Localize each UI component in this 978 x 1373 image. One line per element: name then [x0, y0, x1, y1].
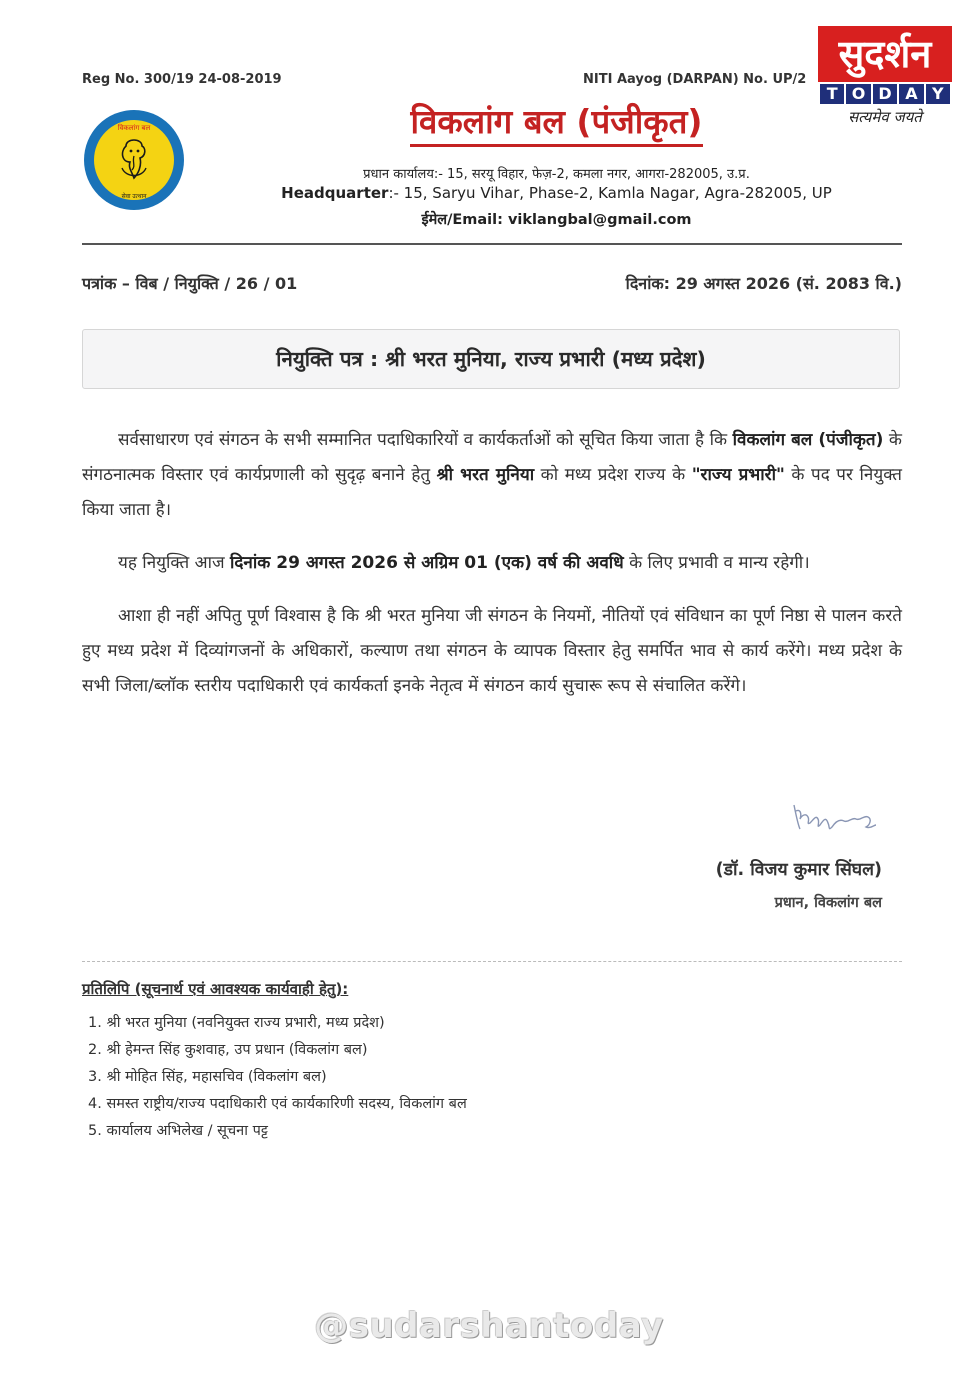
cc-list-item: 3. श्री मोहित सिंह, महासचिव (विकलांग बल): [88, 1069, 327, 1085]
brand-today-letter: T: [820, 84, 844, 104]
text: के पद पर नियुक्त किया जाता है।: [82, 465, 902, 520]
bold-org-name: विकलांग बल (पंजीकृत): [732, 430, 884, 450]
cc-divider: [82, 961, 902, 962]
brand-today-letter: D: [873, 84, 897, 104]
cc-list-item: 4. समस्त राष्ट्रीय/राज्य पदाधिकारी एवं कार्यकारिणी सदस्य, विकलांग बल: [88, 1096, 467, 1112]
logo-text-top: विकलांग बल: [117, 124, 151, 132]
cc-list-item: 5. कार्यालय अभिलेख / सूचना पट्ट: [88, 1123, 268, 1139]
body-paragraph-2: [82, 546, 902, 581]
cc-list-item: 2. श्री हेमन्त सिंह कुशवाह, उप प्रधान (विकलांग बल): [88, 1042, 368, 1058]
cc-heading: प्रतिलिपि (सूचनार्थ एवं आवश्यक कार्यवाही हेतु):: [82, 980, 349, 998]
signatory-name: (डॉ. विजय कुमार सिंघल): [715, 860, 882, 880]
email-line: ईमेल/Email: viklangbal@gmail.com: [421, 212, 692, 228]
registration-number: Reg No. 300/19 24-08-2019: [82, 72, 282, 87]
address-value: :- 15, Saryu Vihar, Phase-2, Kamla Nagar, Agra-282005, UP: [388, 184, 832, 202]
brand-name: सुदर्शन: [818, 26, 952, 82]
address-label: Headquarter: [281, 184, 389, 202]
brand-today-letter: Y: [926, 84, 950, 104]
body-paragraph-1: [82, 423, 902, 528]
bold-post-name: "राज्य प्रभारी": [691, 465, 785, 485]
body-paragraph-3: आशा ही नहीं अपितु पूर्ण विश्वास है कि श्री भरत मुनिया जी संगठन के नियमों, नीतियों एवं संविधान का पूर्ण निष्ठा से पालन करते हुए मध्य प्रदेश में दिव्यांगजनों के अधिकारों, कल्याण तथा संगठन के व्यापक विस्तार हेतु समर्पित भाव से कार्य करेंगे। मध्य प्रदेश के सभी जिला/ब्लॉक स्तरीय पदाधिकारी एवं कार्यकर्ता इनके नेतृत्व में संगठन कार्य सुचारू रूप से संचालित करेंगे।: [82, 606, 902, 696]
subject-box: [82, 329, 900, 389]
letter-date: दिनांक: 29 अगस्त 2026 (सं. 2083 वि.): [625, 274, 902, 293]
subject-title: नियुक्ति पत्र : श्री भरत मुनिया, राज्य प्रभारी (मध्य प्रदेश): [276, 347, 706, 371]
organization-title-wrap: [0, 100, 978, 147]
logo-text-bottom: सेवा उत्थान: [121, 193, 147, 200]
address-english: [0, 184, 978, 202]
brand-today-letter: A: [899, 84, 923, 104]
address-hindi: प्रधान कार्यालय:- 15, सरयू विहार, फेज़-2, कमला नगर, आगरा-282005, उ.प्र.: [363, 167, 750, 182]
watermark: @sudarshantoday: [314, 1306, 664, 1346]
text: को मध्य प्रदेश राज्य के: [534, 465, 692, 485]
text: के लिए प्रभावी व मान्य रहेगी।: [623, 553, 810, 573]
signature-scribble: [790, 795, 880, 840]
bold-tenure: दिनांक 29 अगस्त 2026 से अग्रिम 01 (एक) वर्ष की अवधि: [230, 553, 624, 573]
cc-list: [88, 1010, 467, 1145]
niti-aayog-number: NITI Aayog (DARPAN) No. UP/2: [583, 72, 807, 87]
text: के संगठनात्मक विस्तार एवं कार्यप्रणाली को सुदृढ़ बनाने हेतु: [82, 430, 902, 485]
brand-tagline: सत्यमेव जयते: [848, 108, 922, 126]
organization-title: विकलांग बल (पंजीकृत): [410, 100, 702, 147]
signatory-title: प्रधान, विकलांग बल: [774, 895, 882, 911]
brand-today-letter: O: [846, 84, 870, 104]
reference-number: पत्रांक – विब / नियुक्ति / 26 / 01: [82, 274, 298, 293]
letter-body: [82, 423, 902, 722]
text: सर्वसाधारण एवं संगठन के सभी सम्मानित पदाधिकारियों व कार्यकर्ताओं को सूचित किया जाता है कि: [118, 430, 733, 450]
cc-list-item: 1. श्री भरत मुनिया (नवनियुक्त राज्य प्रभारी, मध्य प्रदेश): [88, 1015, 385, 1031]
text: यह नियुक्ति आज: [118, 553, 230, 573]
bold-appointee-name: श्री भरत मुनिया: [436, 465, 535, 485]
header-divider: [82, 243, 902, 245]
